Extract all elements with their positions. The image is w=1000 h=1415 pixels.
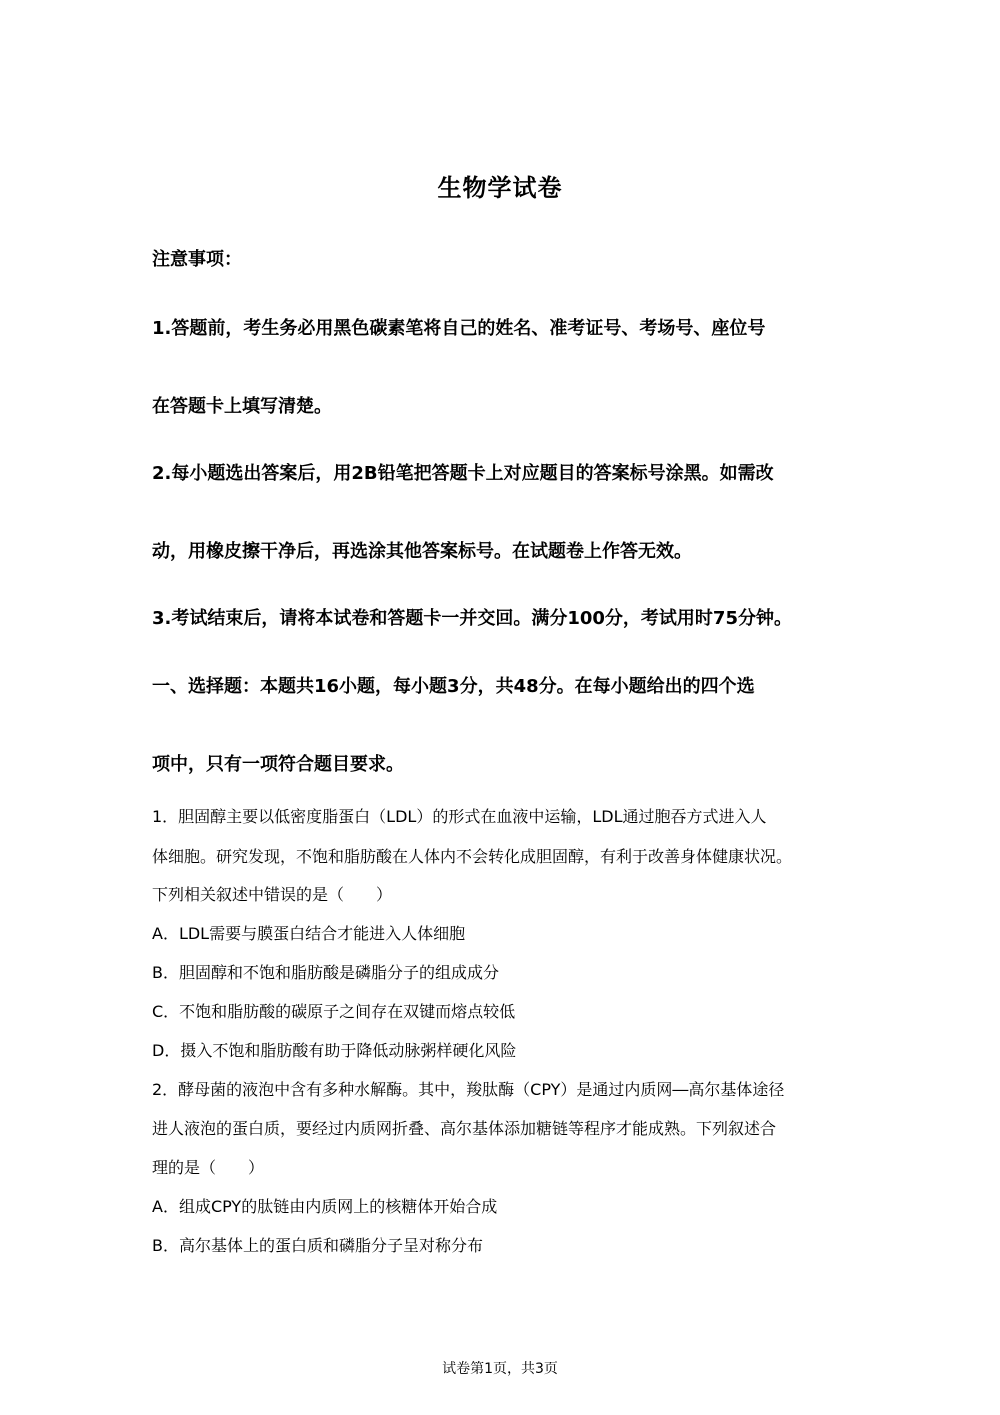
page-title: 生物学试卷 <box>437 174 563 202</box>
section-heading-line-1: 一、选择题：本题共16小题，每小题3分，共48分。在每小题给出的四个选 <box>152 676 755 697</box>
question-1-option-c: C．不饱和脂肪酸的碳原子之间存在双键而熔点较低 <box>152 1002 516 1021</box>
notice-line-5: 3.考试结束后，请将本试卷和答题卡一并交回。满分100分，考试用时75分钟。 <box>152 608 792 629</box>
question-2-stem-line-1: 2．酵母菌的液泡中含有多种水解酶。其中，羧肽酶（CPY）是通过内质网―高尔基体途径 <box>152 1080 785 1099</box>
question-2-option-a: A．组成CPY的肽链由内质网上的核糖体开始合成 <box>152 1197 498 1216</box>
notice-line-2: 在答题卡上填写清楚。 <box>152 396 332 417</box>
notice-heading: 注意事项： <box>152 249 242 270</box>
question-1-option-b: B．胆固醇和不饱和脂肪酸是磷脂分子的组成成分 <box>152 963 499 982</box>
question-1-option-a: A．LDL需要与膜蛋白结合才能进入人体细胞 <box>152 924 466 943</box>
notice-line-4: 动，用橡皮擦干净后，再选涂其他答案标号。在试题卷上作答无效。 <box>152 541 692 562</box>
section-heading-line-2: 项中，只有一项符合题目要求。 <box>152 754 404 775</box>
question-1-stem-line-2: 体细胞。研究发现，不饱和脂肪酸在人体内不会转化成胆固醇，有利于改善身体健康状况。 <box>152 847 793 866</box>
notice-line-3: 2.每小题选出答案后，用2B铅笔把答题卡上对应题目的答案标号涂黑。如需改 <box>152 463 774 484</box>
notice-line-1: 1.答题前，考生务必用黑色碳素笔将自己的姓名、准考证号、考场号、座位号 <box>152 318 766 339</box>
page-footer: 试卷第1页，共3页 <box>442 1361 558 1377</box>
question-1-option-d: D．摄入不饱和脂肪酸有助于降低动脉粥样硬化风险 <box>152 1041 517 1060</box>
question-2-option-b: B．高尔基体上的蛋白质和磷脂分子呈对称分布 <box>152 1236 483 1255</box>
question-2-stem-line-3: 理的是（ ） <box>152 1158 265 1177</box>
question-1-stem-line-3: 下列相关叙述中错误的是（ ） <box>152 885 393 904</box>
question-1-stem-line-1: 1．胆固醇主要以低密度脂蛋白（LDL）的形式在血液中运输，LDL通过胞吞方式进入人 <box>152 807 767 826</box>
question-2-stem-line-2: 进人液泡的蛋白质，要经过内质网折叠、高尔基体添加糖链等程序才能成熟。下列叙述合 <box>152 1119 777 1138</box>
